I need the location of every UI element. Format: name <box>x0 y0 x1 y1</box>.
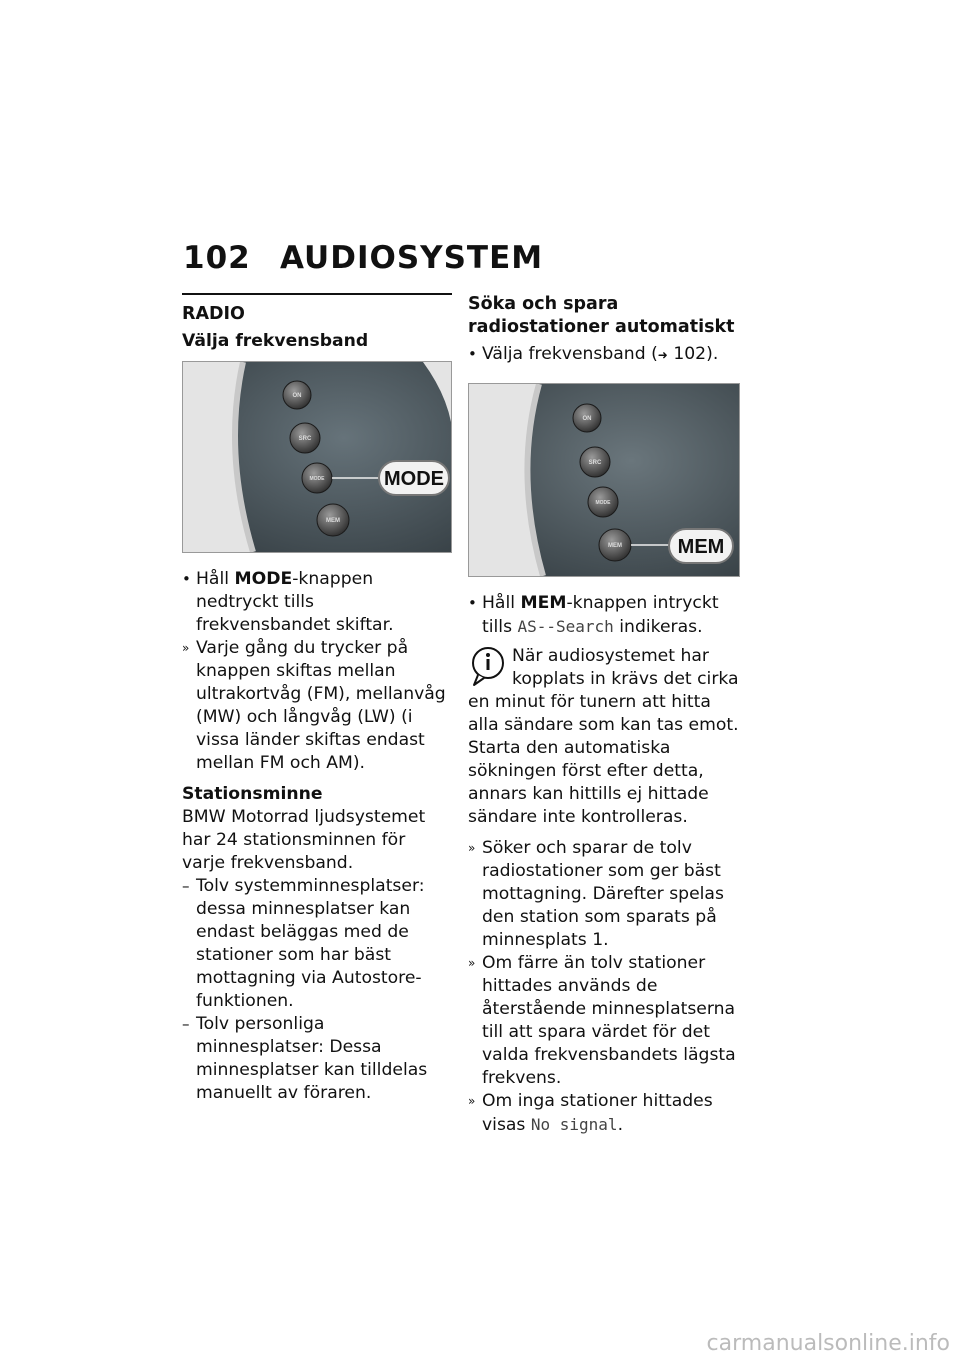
dash-marker: – <box>182 877 190 895</box>
display-text-no-signal: No signal <box>530 1115 618 1134</box>
bullet-select-band: • Välja frekvensband (➜ 102). <box>468 344 719 364</box>
button-label-src: SRC <box>588 460 602 466</box>
page-ref: 102 <box>673 344 707 364</box>
right-column <box>468 293 740 1137</box>
dash-marker: – <box>182 1015 190 1033</box>
button-label-on: ON <box>292 393 302 399</box>
controls-image-mem <box>468 383 740 577</box>
left-column <box>182 293 452 1105</box>
page-number: 102 <box>183 240 251 276</box>
display-text-as-search: AS--Search <box>517 617 614 636</box>
controls-image-mode <box>182 361 452 553</box>
section-title: RADIO <box>182 304 245 324</box>
bullet-marker: • <box>468 594 477 612</box>
mem-key: MEM <box>520 593 567 613</box>
subsection-title-memory: Stationsminne <box>182 784 323 804</box>
page-ref-arrow-icon: ➜ <box>657 348 668 362</box>
result-search: » Söker och sparar de tolv radiostationer som ger bäst mottagning. Därefter spelas den station som sparats på minnesplats 1. <box>468 838 724 950</box>
result-fewer: » Om färre än tolv stationer hittades används de återstående minnesplatserna till att spara värdet för det valda frekvensbandets lägsta frekvens. <box>468 953 736 1088</box>
callout-mode: MODE <box>384 468 444 490</box>
button-label-mem: MEM <box>608 543 622 549</box>
result-arrow-icon: » <box>468 1094 476 1108</box>
info-note <box>468 645 740 829</box>
button-label-on: ON <box>582 416 592 422</box>
info-icon <box>468 645 508 689</box>
button-label-mode: MODE <box>309 476 325 482</box>
button-label-src: SRC <box>298 436 312 442</box>
callout-mem: MEM <box>677 536 725 558</box>
mode-key: MODE <box>234 569 293 589</box>
bullet-marker: • <box>182 570 191 588</box>
bullet-hold-mem: • Håll MEM-knappen intryckt tills AS--Search indikeras. <box>468 593 719 637</box>
result-arrow-icon: » <box>468 841 476 855</box>
result-arrow-icon: » <box>468 956 476 970</box>
result-band-switch: » Varje gång du trycker på knappen skiftas mellan ultrakortvåg (FM), mellanvåg (MW) och långvåg (LW) (i vissa länder skiftas endast mellan FM och AM). <box>182 638 446 773</box>
page-header <box>183 240 543 276</box>
result-no-signal: » Om inga stationer hittades visas No signal. <box>468 1091 713 1135</box>
bullet-hold-mode: • Håll MODE-knappen nedtryckt tills frekvensbandet skiftar. <box>182 569 394 635</box>
bullet-marker: • <box>468 345 477 363</box>
autostore-title: Söka och spara radiostationer automatiskt <box>468 294 735 337</box>
section-rule <box>182 293 452 295</box>
subsection-title-frequency: Välja frekvensband <box>182 331 369 351</box>
page-title: AUDIOSYSTEM <box>280 240 544 276</box>
info-text: När audiosystemet har kopplats in krävs det cirka en minut för tunern att hitta alla sändare som kan tas emot. Starta den automatiska sökningen först efter detta, annars kan hittills ej hittade sändare inte kontrolleras. <box>468 646 739 827</box>
result-arrow-icon: » <box>182 641 190 655</box>
dash-item-personal: – Tolv personliga minnesplatser: Dessa minnesplatser kan tilldelas manuellt av föraren. <box>182 1014 428 1103</box>
watermark: carmanualsonline.info <box>706 1331 950 1356</box>
memory-intro: BMW Motorrad ljudsystemet har 24 stationsminnen för varje frekvensband. <box>182 807 426 873</box>
button-label-mem: MEM <box>326 518 340 524</box>
dash-item-system: – Tolv systemminnesplatser: dessa minnesplatser kan endast beläggas med de stationer som har bäst mottagning via Autostore-funktionen. <box>182 876 425 1011</box>
button-label-mode: MODE <box>595 500 611 506</box>
